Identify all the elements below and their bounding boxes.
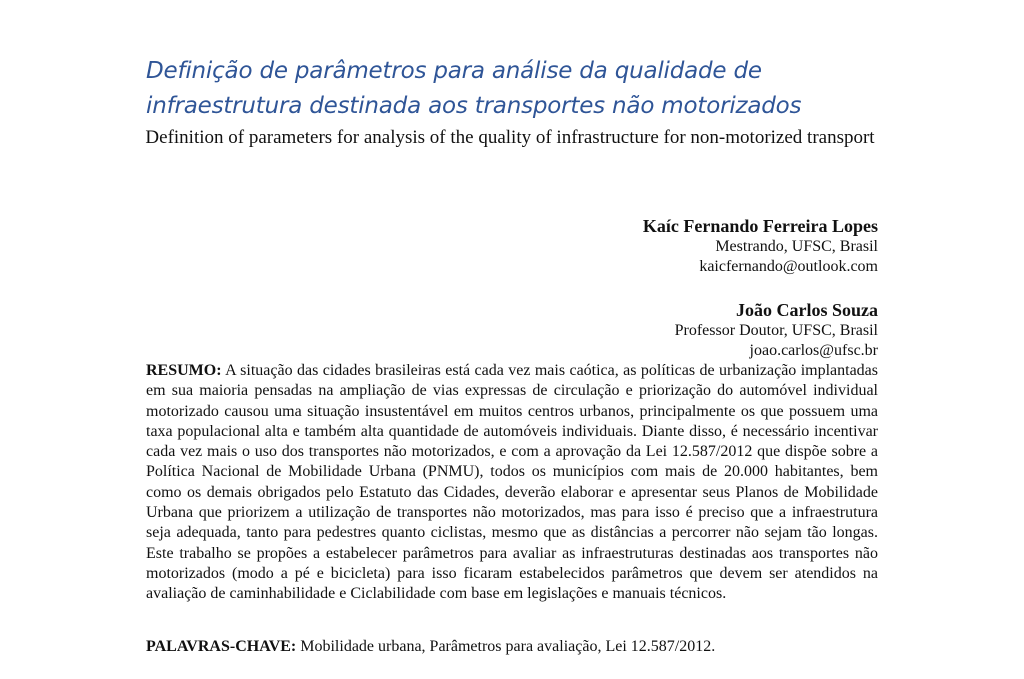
title-pt-line-1: Definição de parâmetros para análise da qualidade de <box>146 58 762 84</box>
author-block <box>378 215 878 277</box>
author-affiliation: Professor Doutor, UFSC, Brasil <box>674 322 878 339</box>
author-affiliation: Mestrando, UFSC, Brasil <box>715 238 878 255</box>
abstract <box>146 361 878 605</box>
abstract-text: A situação das cidades brasileiras está cada vez mais caótica, as políticas de urbanização implantadas em sua maioria pensadas na ampliação de vias expressas de circulação e priorização do automóvel individual motorizado causou uma situação insustentável em muitos centros urbanos, principalmente os que possuem uma taxa populacional alta e também alta quantidade de automóveis individuais. Diante disso, é necessário incentivar cada vez mais o uso dos transportes não motorizados, e com a aprovação da Lei 12.587/2012 que dispõe sobre a Política Nacional de Mobilidade Urbana (PNMU), todos os municípios com mais de 20.000 habitantes, bem como os demais obrigados pelo Estatuto das Cidades, deverão elaborar e apresentar seus Planos de Mobilidade Urbana que priorizem a utilização de transportes não motorizados, mas para isso é preciso que a infraestrutura seja adequada, tanto para pedestres quanto ciclistas, mesmo que as distâncias a percorrer não sejam tão longas. Este trabalho se propões a estabelecer parâmetros para avaliar as infraestruturas destinadas aos transportes não motorizados (modo a pé e bicicleta) para isso ficaram estabelecidos parâmetros que devem ser atendidos na avaliação de caminhabilidade e Ciclabilidade com base em legislações e manuais técnicos. <box>146 362 879 603</box>
author-name: Kaíc Fernando Ferreira Lopes <box>642 216 878 236</box>
author-email: kaicfernando@outlook.com <box>699 258 878 275</box>
paper-title-portuguese <box>146 54 906 124</box>
title-pt-line-2: infraestrutura destinada aos transportes não motorizados <box>146 93 802 119</box>
abstract-label: RESUMO: <box>146 362 222 379</box>
keywords-text: Mobilidade urbana, Parâmetros para avaliação, Lei 12.587/2012. <box>300 638 716 655</box>
author-block <box>378 299 878 361</box>
author-email: joao.carlos@ufsc.br <box>749 342 878 359</box>
author-name: João Carlos Souza <box>735 300 878 320</box>
keywords <box>146 637 878 657</box>
paper-title-english: Definition of parameters for analysis of the quality of infrastructure for non-motorized transport <box>145 127 875 148</box>
keywords-label: PALAVRAS-CHAVE: <box>146 638 297 655</box>
